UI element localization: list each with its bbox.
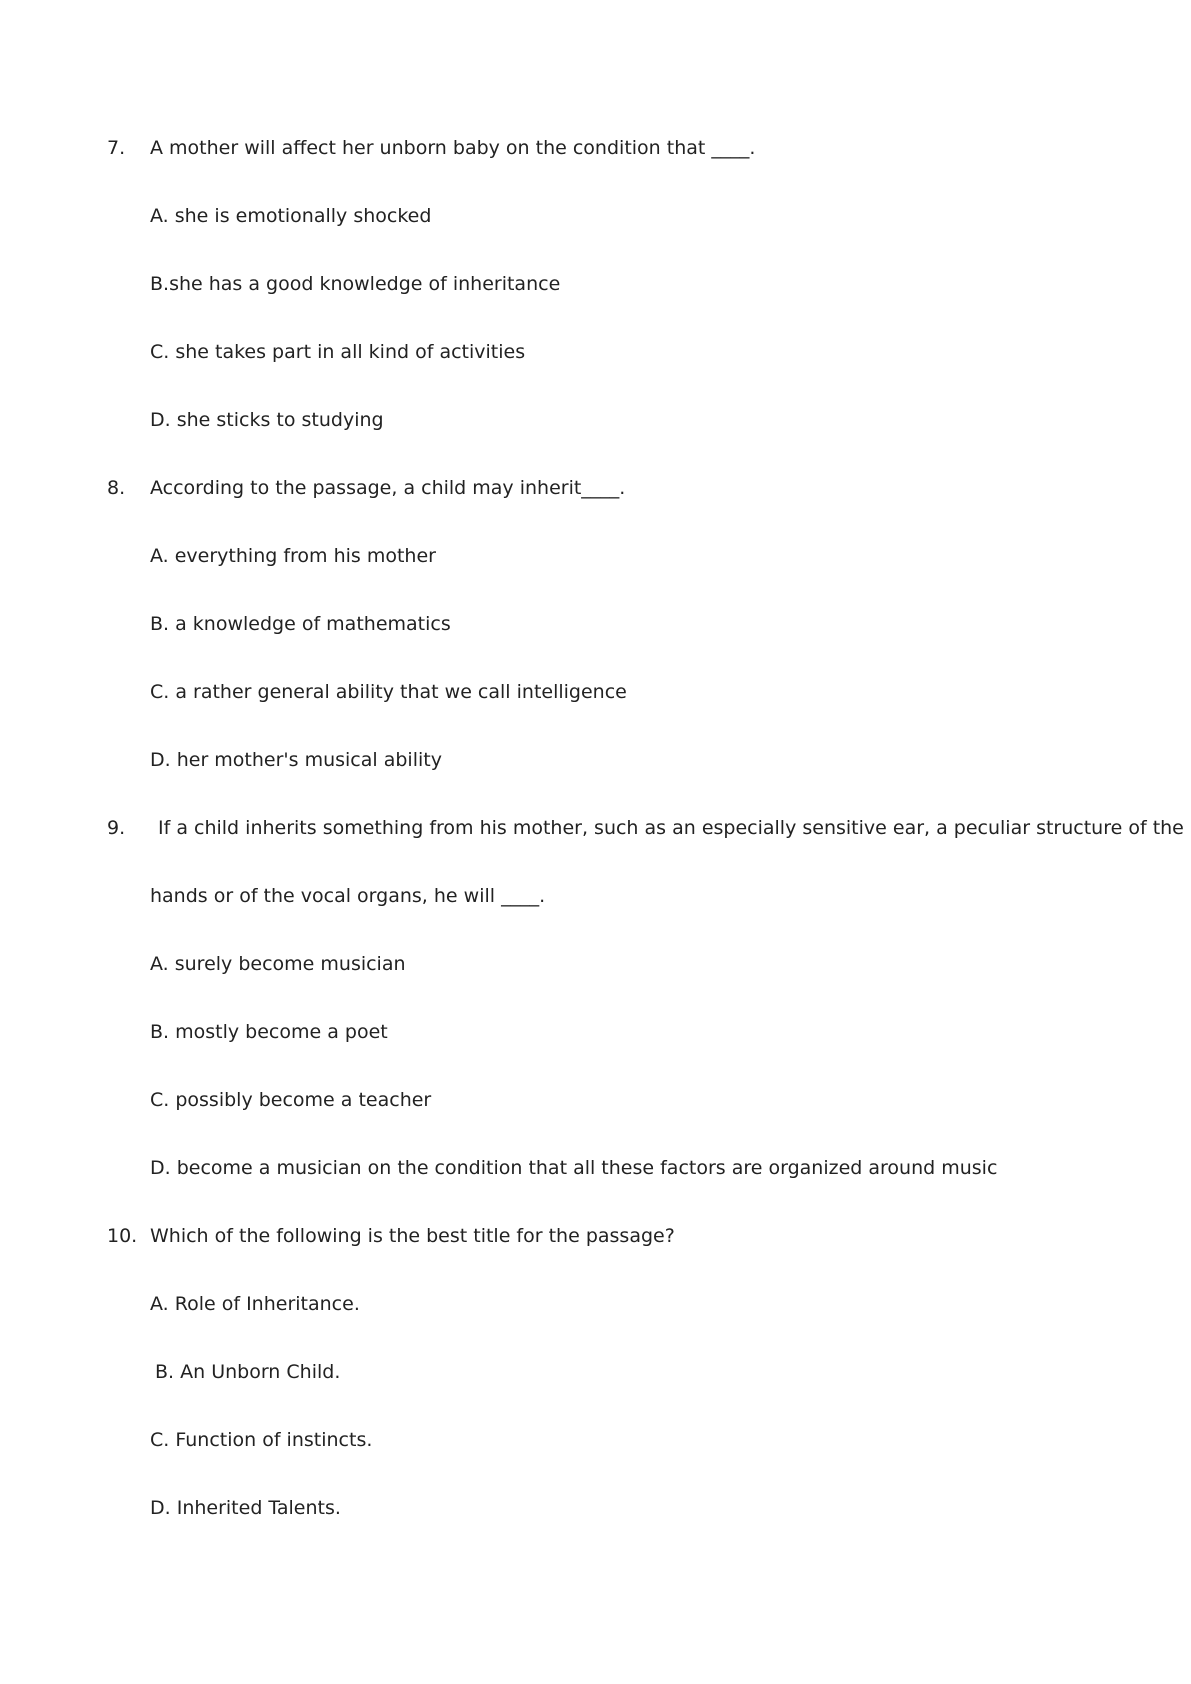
answer-option: A. she is emotionally shocked: [150, 205, 432, 227]
answer-option: B.she has a good knowledge of inheritance: [150, 273, 561, 295]
answer-option: D. she sticks to studying: [150, 409, 384, 431]
answer-option: A. everything from his mother: [150, 545, 436, 567]
answer-option: B. An Unborn Child.: [155, 1361, 341, 1383]
answer-option: B. a knowledge of mathematics: [150, 613, 451, 635]
question-number: 9.: [107, 817, 126, 839]
answer-option: D. become a musician on the condition that all these factors are organized around music: [150, 1157, 998, 1179]
answer-option: B. mostly become a poet: [150, 1021, 388, 1043]
question-number: 7.: [107, 137, 126, 159]
question-stem: According to the passage, a child may inherit____.: [150, 477, 626, 499]
question-stem: Which of the following is the best title for the passage?: [150, 1225, 675, 1247]
answer-option: C. she takes part in all kind of activities: [150, 341, 526, 363]
question-stem: A mother will affect her unborn baby on the condition that ____.: [150, 137, 756, 159]
question-stem-continued: hands or of the vocal organs, he will ____.: [150, 885, 546, 907]
answer-option: A. surely become musician: [150, 953, 406, 975]
answer-option: C. a rather general ability that we call intelligence: [150, 681, 627, 703]
answer-option: A. Role of Inheritance.: [150, 1293, 360, 1315]
answer-option: D. her mother's musical ability: [150, 749, 442, 771]
question-number: 8.: [107, 477, 126, 499]
answer-option: C. Function of instincts.: [150, 1429, 373, 1451]
question-number: 10.: [107, 1225, 138, 1247]
answer-option: D. Inherited Talents.: [150, 1497, 341, 1519]
question-stem: If a child inherits something from his mother, such as an especially sensitive ear, a peculiar structure of the: [158, 817, 1184, 839]
answer-option: C. possibly become a teacher: [150, 1089, 432, 1111]
